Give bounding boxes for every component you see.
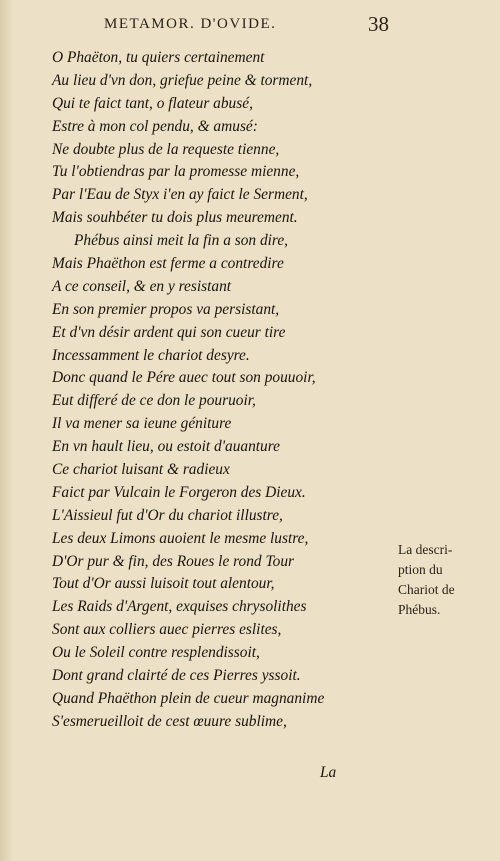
- verse-line: Sont aux colliers auec pierres eslites,: [52, 621, 282, 639]
- verse-line: S'esmerueilloit de cest œuure sublime,: [52, 712, 287, 730]
- verse-line: Et d'vn désir ardent qui son cueur tire: [52, 323, 286, 341]
- verse-line: Ne doubte plus de la requeste tienne,: [52, 140, 280, 158]
- verse-line: Incessamment le chariot desyre.: [52, 346, 250, 364]
- verse-line: Estre à mon col pendu, & amusé:: [52, 117, 258, 135]
- verse-line: D'Or pur & fin, des Roues le rond Tour: [52, 552, 295, 570]
- verse-line: En son premier propos va persistant,: [52, 300, 280, 318]
- margin-note-line: La descri-: [398, 542, 453, 557]
- verse-line: Dont grand clairté de ces Pierres yssoit.: [52, 667, 301, 685]
- page-number: 38: [368, 12, 389, 36]
- margin-note-line: ption du: [398, 562, 443, 577]
- verse-line: Les Raids d'Argent, exquises chrysolithes: [52, 598, 307, 616]
- margin-note: [398, 540, 494, 620]
- verse-line: Ou le Soleil contre resplendissoit,: [52, 644, 260, 662]
- verse-line: Tout d'Or aussi luisoit tout alentour,: [52, 575, 275, 593]
- verse-line: L'Aissieul fut d'Or du chariot illustre,: [52, 506, 283, 524]
- margin-note-line: Chariot de: [398, 582, 455, 597]
- verse-line: Qui te faict tant, o flateur abusé,: [52, 94, 253, 112]
- verse-line: Les deux Limons auoient le mesme lustre,: [52, 529, 309, 547]
- verse-line: O Phaëton, tu quiers certainement: [52, 49, 265, 66]
- verse-line: Par l'Eau de Styx i'en ay faict le Serment,: [52, 186, 308, 204]
- verse-line: Mais souhbéter tu dois plus meurement.: [52, 209, 298, 227]
- verse-line: Donc quand le Pére auec tout son pouuoir,: [52, 369, 316, 387]
- catchword: La: [320, 764, 337, 781]
- verse-line: Mais Phaëthon est ferme a contredire: [52, 255, 284, 273]
- verse-line: Faict par Vulcain le Forgeron des Dieux.: [52, 483, 306, 501]
- verse-line: A ce conseil, & en y resistant: [52, 277, 232, 295]
- verse-line: Au lieu d'vn don, griefue peine & torment,: [52, 71, 313, 89]
- verse-line: Phébus ainsi meit la fin a son dire,: [74, 232, 289, 250]
- verse-line: Il va mener sa ieune géniture: [52, 415, 232, 433]
- margin-note-line: Phébus.: [398, 602, 441, 617]
- verse-line: Quand Phaëthon plein de cueur magnanime: [52, 689, 325, 707]
- verse-line: En vn hault lieu, ou estoit d'auanture: [52, 438, 280, 456]
- verse-line: Ce chariot luisant & radieux: [52, 461, 230, 479]
- page-edge-shadow: [0, 0, 14, 861]
- verse-line: Tu l'obtiendras par la promesse mienne,: [52, 163, 300, 181]
- verse-line: Eut differé de ce don le pouruoir,: [52, 392, 256, 410]
- verse-block: [52, 47, 382, 734]
- running-title: METAMOR. D'OVIDE.: [104, 16, 277, 32]
